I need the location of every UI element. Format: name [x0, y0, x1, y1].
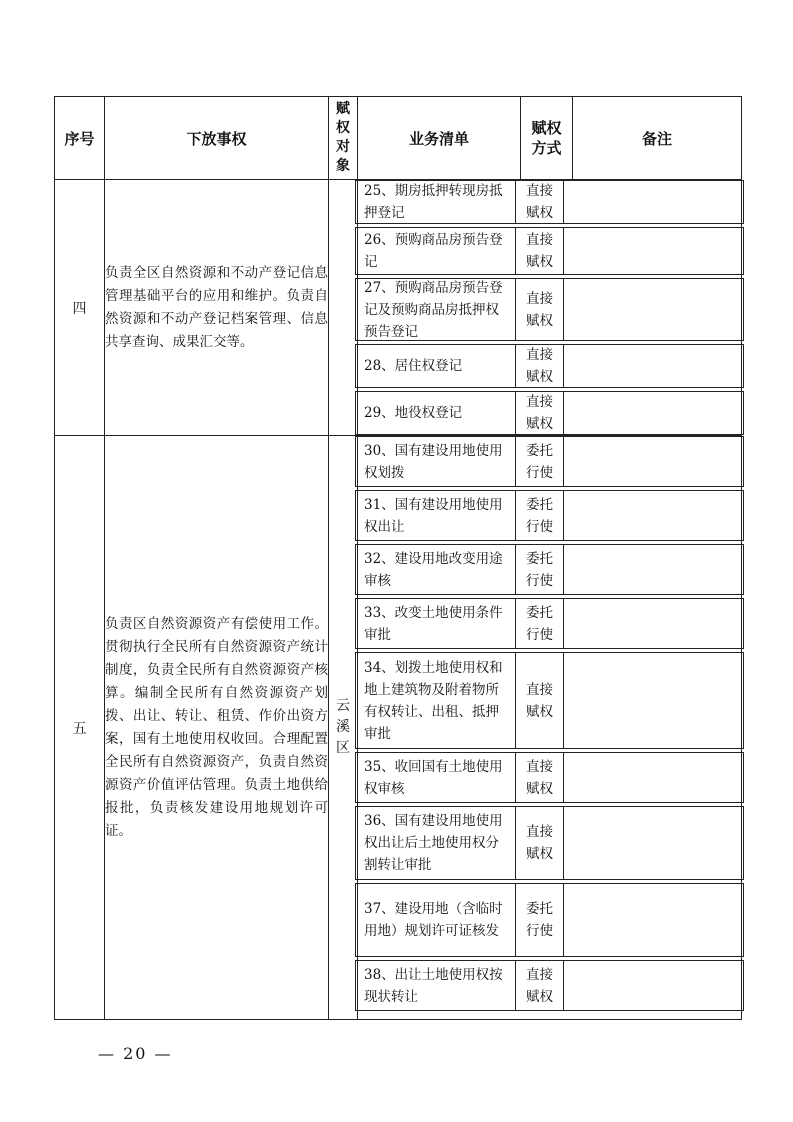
business-item: 25、期房抵押转现房抵押登记: [356, 181, 516, 223]
list-item: [355, 806, 744, 880]
list-item: [355, 652, 744, 749]
note-cell: [564, 807, 743, 879]
header-right: [358, 97, 742, 180]
business-item: 38、出让土地使用权按现状转让: [356, 961, 516, 1010]
note-cell: [564, 884, 743, 956]
grant-method: 直接 赋权: [516, 392, 564, 434]
list-item: [355, 227, 744, 275]
grant-method: 直接 赋权: [516, 181, 564, 223]
delegation-table: [54, 96, 742, 1020]
note-cell: [564, 437, 743, 486]
note-cell: [564, 599, 743, 648]
note-cell: [564, 545, 743, 594]
business-item: 29、地役权登记: [356, 392, 516, 434]
header-way: 赋权 方式: [521, 97, 573, 179]
header-row: [55, 97, 742, 180]
grant-method: 直接 赋权: [516, 228, 564, 274]
business-item: 28、居住权登记: [356, 345, 516, 387]
section-row-4: [55, 180, 742, 436]
list-item: [355, 490, 744, 541]
list-item: [355, 752, 744, 803]
list-item: [355, 344, 744, 388]
grant-method: 直接 赋权: [516, 345, 564, 387]
section-desc: 负责区自然资源资产有偿使用工作。贯彻执行全民所有自然资源资产统计制度，负责全民所有自然资源资产核算。编制全民所有自然资源资产划拨、出让、转让、租赁、作价出资方案，国有土地使用权收回。合理配置全民所有自然资源资产，负责自然资源资产价值评估管理。负责土地供给报批，负责核发建设用地规划许可证。: [105, 436, 329, 1020]
business-item: 31、国有建设用地使用权出让: [356, 491, 516, 540]
header-matter: 下放事权: [105, 97, 329, 180]
page-number: — 20 —: [98, 1044, 173, 1063]
section-items: [358, 436, 742, 1020]
note-cell: [564, 345, 743, 387]
note-cell: [564, 181, 743, 223]
list-item: [355, 544, 744, 595]
header-note: 备注: [641, 129, 672, 148]
list-item: [355, 278, 744, 341]
grant-method: 委托 行使: [516, 437, 564, 486]
section-seq: 五: [55, 436, 105, 1020]
business-item: 27、预购商品房预告登记及预购商品房抵押权预告登记: [356, 279, 516, 340]
grant-method: 直接 赋权: [516, 807, 564, 879]
note-cell: [564, 753, 743, 802]
header-biz: 业务清单: [358, 97, 521, 179]
header-seq: 序号: [55, 97, 105, 180]
section-desc: 负责全区自然资源和不动产登记信息管理基础平台的应用和维护。负责自然资源和不动产登记档案管理、信息共享查询、成果汇交等。: [105, 180, 329, 436]
note-cell: [564, 653, 743, 748]
grant-method: 直接 赋权: [516, 653, 564, 748]
list-item: [355, 180, 744, 224]
business-item: 30、国有建设用地使用权划拨: [356, 437, 516, 486]
grant-method: 委托 行使: [516, 545, 564, 594]
grant-method: 委托 行使: [516, 599, 564, 648]
business-item: 36、国有建设用地使用权出让后土地使用权分割转让审批: [356, 807, 516, 879]
list-item: [355, 883, 744, 957]
section-target: 云 溪 区: [329, 436, 358, 1020]
section-target: [329, 180, 358, 436]
grant-method: 委托 行使: [516, 884, 564, 956]
note-cell: [564, 961, 743, 1010]
list-item: [355, 960, 744, 1011]
grant-method: 直接 赋权: [516, 961, 564, 1010]
business-item: 37、建设用地（含临时用地）规划许可证核发: [356, 884, 516, 956]
list-item: [355, 391, 744, 435]
header-target: 赋 权 对 象: [329, 97, 358, 180]
business-item: 26、预购商品房预告登记: [356, 228, 516, 274]
note-cell: [564, 279, 743, 340]
business-item: 33、改变土地使用条件审批: [356, 599, 516, 648]
business-item: 32、建设用地改变用途审核: [356, 545, 516, 594]
note-cell: [564, 228, 743, 274]
note-cell: [564, 392, 743, 434]
list-item: [355, 598, 744, 649]
grant-method: 直接 赋权: [516, 753, 564, 802]
grant-method: 直接 赋权: [516, 279, 564, 340]
section-items: [358, 180, 742, 436]
section-row-5: [55, 436, 742, 1020]
list-item: [355, 436, 744, 487]
section-seq: 四: [55, 180, 105, 436]
note-cell: [564, 491, 743, 540]
business-item: 35、收回国有土地使用权审核: [356, 753, 516, 802]
grant-method: 委托 行使: [516, 491, 564, 540]
business-item: 34、划拨土地使用权和地上建筑物及附着物所有权转让、出租、抵押审批: [356, 653, 516, 748]
